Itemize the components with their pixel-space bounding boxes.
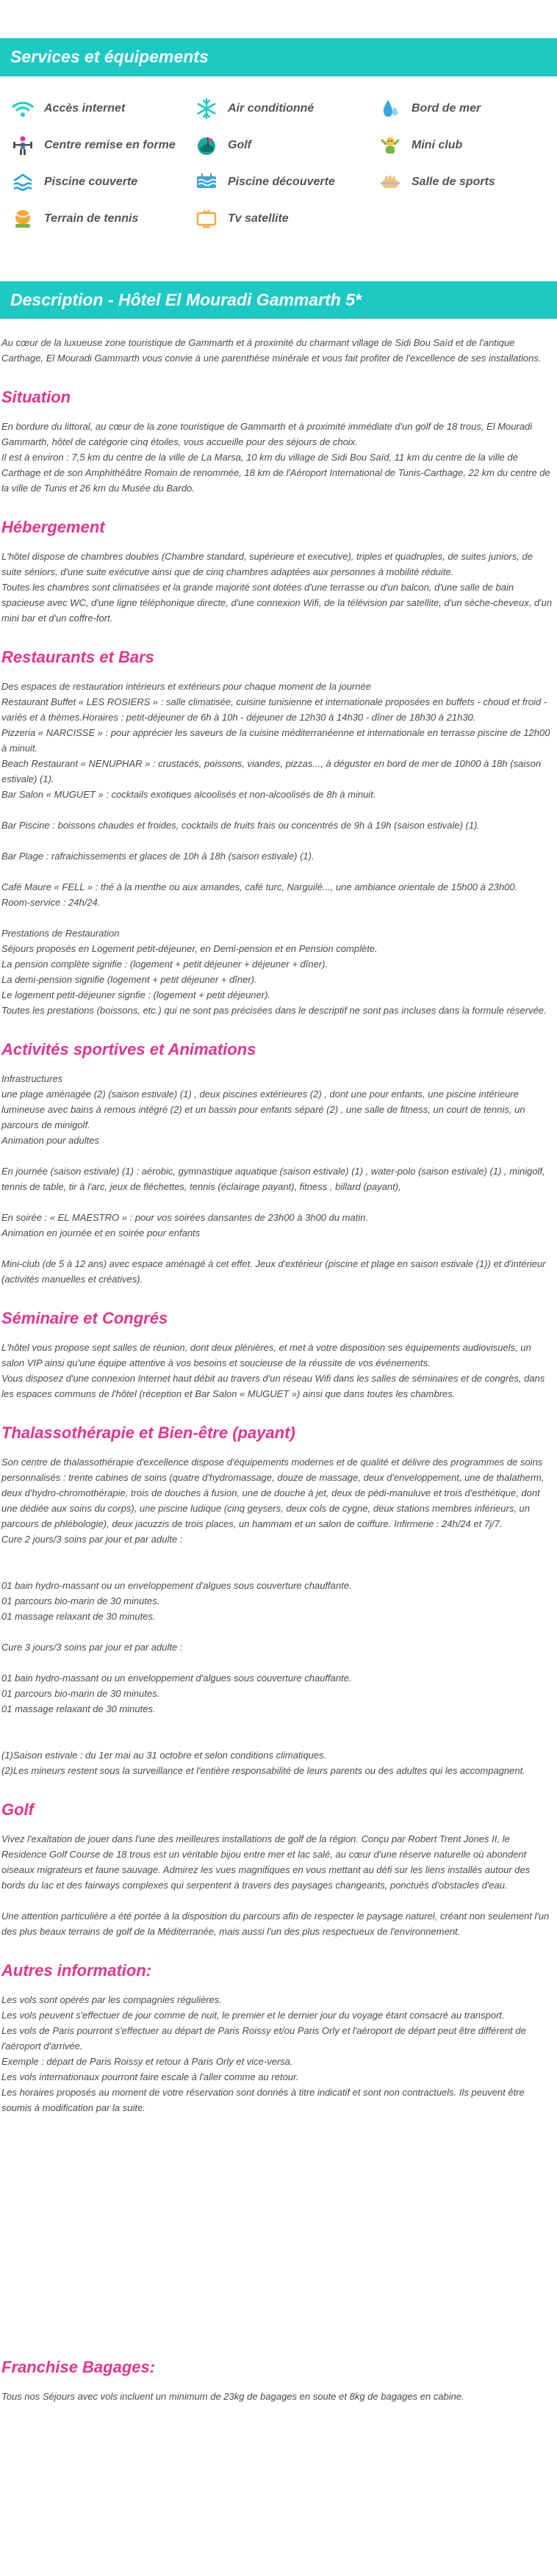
service-air — [194, 97, 378, 121]
franchise-heading: Franchise Bagages: — [1, 2358, 156, 2377]
seminaire-text: L'hôtel vous propose sept salles de réunion, dont deux plénières, et met à votre disposition ses équipements audiovisuels, un salon VIP ainsi qu'une équipe attentive à vos besoins et soucieuse de la réussite de vos événements. Vous disposez d'une connexion Internet haut débit au travers d'un réseau Wifi dans les salles de séminaires et de congrès, dans les espaces communs de l'hôtel (réception et Bar Salon « MUGUET ») ainsi que dans toutes les chambres. — [1, 1342, 545, 1400]
golf-text-2: Une attention particulière a été portée à la disposition du parcours afin de respecter le paysage naturel, créant non seulement l'un des plus beaux terrains de golf de la Méditerranée, mais aussi l'un des plus respectueux de l'environnement. — [1, 1911, 550, 1938]
situation-heading: Situation — [1, 388, 71, 407]
golf-icon — [194, 134, 219, 158]
activites-text-1: Infrastructures une plage aménagée (2) (saison estivale) (1) , deux piscines extérieures (2) , dont une pour enfants, une piscine intérieure lumineuse avec bains à remous intégré (2) et un bassin pour enfants séparé (2) , une salle de fitness, un court de tennis, un parcours de minigolf. Animation pour adultes — [1, 1073, 525, 1147]
activites-heading: Activités sportives et Animations — [1, 1040, 256, 1059]
restaurants-text-2: Bar Piscine : boissons chaudes et froides, cocktails de fruits frais ou concentrés de 9h à 19h (saison estivale) (1). — [1, 820, 481, 831]
snowflake-icon — [194, 97, 219, 121]
service-internet — [10, 97, 194, 121]
service-label: Golf — [228, 139, 251, 152]
gym-hand-icon — [378, 170, 403, 195]
service-label: Terrain de tennis — [44, 212, 139, 226]
hebergement-text: L'hôtel dispose de chambres doubles (Chambre standard, supérieure et executive), triples et quadruples, de suites juniors, de suite séniors, d'une suite exécutive ainsi que de cinq chambres adaptées aux personnes à mobilité réduite. Toutes les chambres sont climatisées et la grande majorité sont dotées d'une terrasse ou d'un balcon, d'une salle de bain spacieuse avec WC, d'une ligne téléphonique directe, d'une connexion Wifi, de la télévision par satellite, d'un sèche-cheveux, d'un mini bar et d'un coffre-fort. — [1, 551, 553, 624]
service-label: Piscine découverte — [228, 176, 335, 189]
indoor-pool-icon — [10, 170, 35, 195]
service-label: Bord de mer — [412, 102, 481, 115]
kids-icon — [378, 134, 403, 158]
restaurants-text-1: Des espaces de restauration intérieurs et extérieurs pour chaque moment de la journée Restaurant Buffet « LES ROSIERS » : salle climatisée, cuisine tunisienne et internationale proposées en buffets - choud et froid - variés et à thèmes.Horaires : petit-déjeuner de 6h à 10h - déjeuner de 12h30 à 14h30 - dîner de 18h30 à 21h30. Pizzeria « NARCISSE » : pour apprécier les saveurs de la cuisine méditerranéenne et internationale en terrasse piscine de 12h00 à minuit. Beach Restaurant « NENUPHAR » : crustacés, poissons, viandes, pizzas..., à déguster en bord de mer de 10h00 à 18h (saison estivale) (1). Bar Salon « MUGUET » : cocktails exotiques alcoolisés et non-alcoolisés de 8h à minuit. — [1, 681, 550, 801]
service-label: Piscine couverte — [44, 176, 138, 189]
service-tennis — [10, 207, 194, 231]
restaurants-text-4: Café Maure « FELL » : thé à la menthe ou aux amandes, café turc, Narguilé..., une ambiance orientale de 15h00 à 23h00. Room-service : 24h/24. — [1, 881, 518, 909]
activites-text-2: En journée (saison estivale) (1) : aérobic, gymnastique aquatique (saison estivale) (1) , water-polo (saison estivale) (1) , minigolf, tennis de table, tir à l'arc, jeux de fléchettes, tennis (éclairage payant), fitness , billard (payant), — [1, 1166, 545, 1193]
service-fitness — [10, 134, 194, 158]
service-label: Air conditionné — [228, 102, 315, 115]
fitness-icon — [10, 134, 35, 158]
service-label: Tv satellite — [228, 212, 289, 226]
thalasso-text-5: (1)Saison estivale : du 1er mai au 31 octobre et selon conditions climatiques. (2)Les mineurs restent sous la surveillance et l'entière responsabilité de leurs parents ou des adultes qui les accompagnent. — [1, 1750, 525, 1777]
seminaire-heading: Séminaire et Congrés — [1, 1309, 168, 1328]
service-outdoor-pool — [194, 170, 378, 195]
service-miniclub — [378, 134, 547, 158]
service-golf — [194, 134, 378, 158]
situation-text: En bordure du littoral, au cœur de la zone touristique de Gammarth et à proximité immédiate d'un golf de 18 trous, El Mouradi Gammarth, hôtel de catégorie cinq étoiles, vous accueille pour des séjours de choix. Il est à environ : 7,5 km du centre de la ville de La Marsa, 10 km du village de Sidi Bou Saïd, 11 km du centre de la ville de Carthage et de son Amphithéâtre Romain de renommée, 18 km de l'Aéroport International de Tunis-Carthage, 22 km du centre de la ville de Tunis et 26 km du Musée du Bardo. — [1, 421, 550, 494]
service-label: Mini club — [412, 139, 463, 152]
service-sea — [378, 97, 547, 121]
hotel-page — [0, 38, 557, 2434]
intro-text: Au cœur de la luxueuse zone touristique de Gammarth et à proximité du charmant village de Sidi Bou Saïd et de l'antique Carthage, El Mouradi Gammarth vous convie à une parenthèse minérale et vous fait profiter de l'excellence de ses installations. — [1, 337, 542, 364]
service-tv — [194, 207, 378, 231]
outdoor-pool-icon — [194, 170, 219, 195]
thalasso-heading: Thalassothérapie et Bien-être (payant) — [1, 1424, 295, 1443]
description-content — [0, 335, 557, 2404]
service-label: Accès internet — [44, 102, 126, 115]
tv-icon — [194, 207, 219, 231]
restaurants-text-3: Bar Plage : rafraichissements et glaces de 10h à 18h (saison estivale) (1). — [1, 851, 315, 862]
activites-text-4: Mini-club (de 5 à 12 ans) avec espace aménagé à cet effet. Jeux d'extérieur (piscine et plage en saison estivale (1)) et d'intérieur (activités manuelles et créatives). — [1, 1258, 546, 1285]
wifi-icon — [10, 97, 35, 121]
water-drop-icon — [378, 97, 403, 121]
golf-text-1: Vivez l'exaltation de jouer dans l'une des meilleures installations de golf de la région. Conçu par Robert Trent Jones II, le Residence Golf Course de 18 trous est un véritable bijou entre mer et lac salé, au cœur d'une réserve naturelle où abondent oiseaux migrateurs et faune sauvage. Admirez les vues magnifiques en vous mettant au défi sur les liens installés autour des bords du lac et des fairways complexes qui serpentent à travers des paysages changeants, ponctués d'obstacles d'eau. — [1, 1833, 531, 1891]
thalasso-text-1: Son centre de thalassothérapie d'excellence dispose d'équipements modernes et de qualité et délivre des programmes de soins personnalisés : trente cabines de soins (quatre d'hydromassage, douze de massage, deux d'enveloppement, une de thalatherm, deux d'hydro-chromothérapie, trois de douches à fusion, une de douche à jet, deux de pédi-manuluve et trois d'esthétique, dont une dédiée aux soins du corps), une piscine ludique (cinq geysers, deux cols de cygne, deux stations membres inférieurs, un parcours de phlébologie), deux jacuzzis de trois places, un hammam et un salon de coiffure. Infirmerie : 24h/24 et 7j/7. Cure 2 jours/3 soins par jour et par adulte : — [1, 1457, 545, 1545]
services-header: Services et équipements — [0, 38, 557, 76]
thalasso-text-4: 01 bain hydro-massant ou un enveloppement d'algues sous couverture chauffante. 01 parcours bio-marin de 30 minutes. 01 massage relaxant de 30 minutes. — [1, 1673, 352, 1715]
franchise-text: Tous nos Séjours avec vols incluent un minimum de 23kg de bagages en soute et 8kg de bagages en cabine. — [1, 2391, 464, 2403]
tennis-icon — [10, 207, 35, 231]
service-label: Centre remise en forme — [44, 139, 176, 152]
activites-text-3: En soirée : « EL MAESTRO » : pour vos soirées dansantes de 23h00 à 3h00 du matin. Animation en journée et en soirée pour enfants — [1, 1212, 369, 1239]
restaurants-heading: Restaurants et Bars — [1, 648, 154, 667]
hebergement-heading: Hébergement — [1, 518, 105, 537]
autres-text: Les vols sont opérés par les compagnies régulières. Les vols peuvent s'effectuer de jour comme de nuit, le premier et le dernier jour du voyage étant consacré au transport. Les vols de Paris pourront s'effectuer au départ de Paris Roissy et/ou Paris Orly et l'aéroport de départ peut être différent de l'aéroport d'arrivée. Exemple : départ de Paris Roissy et retour à Paris Orly et vice-versa. Les vols internationaux pourront faire escale à l'aller comme au retour. Les horaires proposés au moment de votre réservation sont donnés à titre indicatif et sont non contractuels. Ils peuvent être soumis à modification par la suite. — [1, 1994, 526, 2114]
thalasso-text-2: 01 bain hydro-massant ou un enveloppement d'algues sous couverture chauffante. 01 parcours bio-marin de 30 minutes. 01 massage relaxant de 30 minutes. — [1, 1580, 352, 1623]
services-grid — [0, 76, 557, 248]
thalasso-text-3: Cure 3 jours/3 soins par jour et par adulte : — [1, 1642, 183, 1653]
service-sports-room — [378, 170, 547, 195]
service-label: Salle de sports — [412, 176, 495, 189]
restaurants-text-5: Prestations de Restauration Séjours proposés en Logement petit-déjeuner, en Demi-pension et en Pension complète. La pension complète signifie : (logement + petit déjeuner + déjeuner + dîner). La demi-pension signifie (logement + petit déjeuner + dîner). Le logement petit-déjeuner signfie : (logement + petit déjeuner). Toutes les prestations (boissons, etc.) qui ne sont pas précisées dans le descriptif ne sont pas incluses dans la formule réservée. — [1, 928, 547, 1017]
service-indoor-pool — [10, 170, 194, 195]
golf-heading: Golf — [1, 1800, 34, 1819]
description-header: Description - Hôtel El Mouradi Gammarth 5* — [0, 281, 557, 320]
autres-heading: Autres information: — [1, 1961, 152, 1980]
